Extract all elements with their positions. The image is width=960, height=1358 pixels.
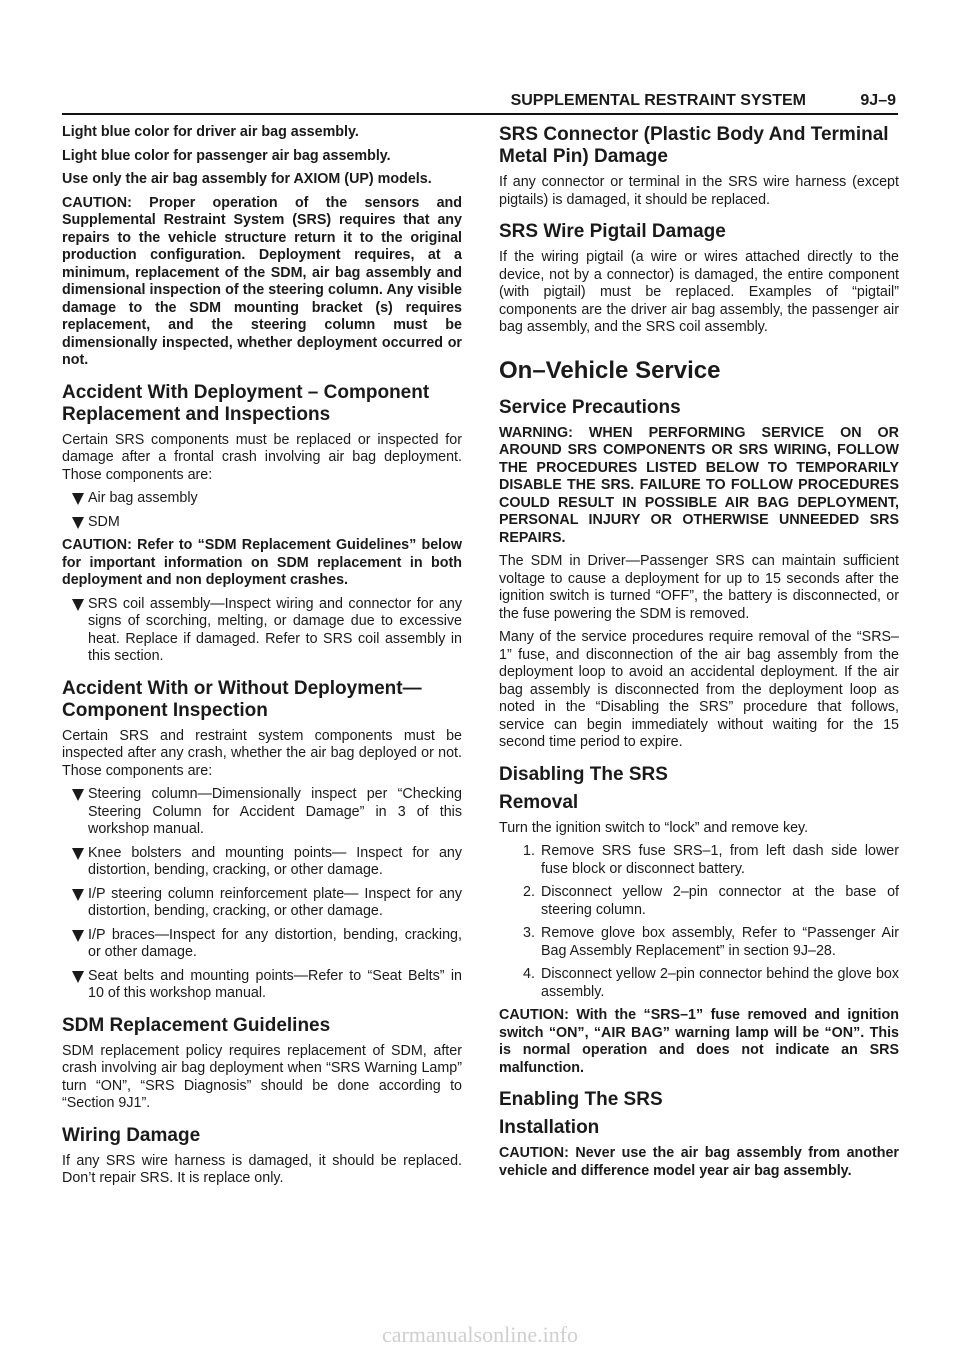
paragraph-sdm-replacement: SDM replacement policy requires replacement of SDM, after crash involving air bag deployment when “SRS Warning Lamp” turn “ON”, “SRS Diagnosis” should be done according to “Section 9J1”. bbox=[62, 1042, 462, 1111]
step-text: Disconnect yellow 2–pin connector at the base of steering column. bbox=[541, 884, 899, 918]
triangle-bullet-icon bbox=[72, 889, 84, 901]
paragraph-pigtail-damage: If the wiring pigtail (a wire or wires attached directly to the device, not by a connector) is damaged, the entire component (with pigtail) must be replaced. Examples of “pigtail” components are the driver air bag assembly, the passenger air bag assembly, and the SRS coil assembly. bbox=[499, 249, 899, 335]
list-item bbox=[499, 843, 899, 878]
heading-service-precautions: Service Precautions bbox=[499, 396, 681, 418]
paragraph-srs-connector: If any connector or terminal in the SRS wire harness (except pigtails) is damaged, it should be replaced. bbox=[499, 174, 899, 208]
bullet-item bbox=[62, 514, 462, 532]
bullet-item bbox=[62, 596, 462, 666]
triangle-bullet-icon bbox=[72, 517, 84, 529]
paragraph-accident-deployment: Certain SRS components must be replaced or inspected for damage after a frontal crash involving air bag deployment. Those components are: bbox=[62, 431, 462, 483]
step-text: Remove SRS fuse SRS–1, from left dash side lower fuse block or disconnect battery. bbox=[541, 843, 899, 877]
bullet-text: SDM bbox=[88, 513, 120, 530]
warning-disable-srs: WARNING: WHEN PERFORMING SERVICE ON OR AROUND SRS COMPONENTS OR SRS WIRING, FOLLOW THE PROCEDURES LISTED BELOW TO TEMPORARILY DISABLE THE SRS. FAILURE TO FOLLOW PROCEDURES COULD RESULT IN POSSIBLE AIR BAG DEPLOYMENT, PERSONAL INJURY OR OTHERWISE UNNEEDED SRS REPAIRS. bbox=[499, 424, 899, 546]
bullet-text: Steering column—Dimensionally inspect per “Checking Steering Column for Accident Damage” in 3 of this workshop manual. bbox=[88, 786, 462, 837]
triangle-bullet-icon bbox=[72, 848, 84, 860]
caution-other-vehicle: CAUTION: Never use the air bag assembly from another vehicle and difference model year air bag assembly. bbox=[499, 1145, 899, 1179]
step-number: 2. bbox=[523, 884, 535, 900]
caution-airbag-lamp: CAUTION: With the “SRS–1” fuse removed and ignition switch “ON”, “AIR BAG” warning lamp will be “ON”. This is normal operation and does not indicate an SRS malfunction. bbox=[499, 1007, 899, 1076]
paragraph-service-procedures: Many of the service procedures require removal of the “SRS–1” fuse, and disconnection of the air bag assembly from the deployment loop to avoid an accidental deployment. If the air bag assembly is disconnected from the deployment loop as noted in the “Disabling the SRS” procedure that follows, service can begin immediately without waiting for the 15 second time period to expire. bbox=[499, 629, 899, 750]
step-number: 3. bbox=[523, 925, 535, 941]
paragraph-wiring-damage: If any SRS wire harness is damaged, it should be replaced. Don’t repair SRS. It is replace only. bbox=[62, 1152, 462, 1186]
page-header bbox=[62, 88, 898, 118]
left-column bbox=[62, 124, 462, 1194]
caution-structure: CAUTION: Proper operation of the sensors and Supplemental Restraint System (SRS) requires that any repairs to the vehicle structure return it to the original production configuration. Deployment requires, at a minimum, replacement of the SDM, air bag assembly and dimensional inspection of the steering column. Any visible damage to the SDM mounting bracket (s) requires replacement, and the steering column must be dimensionally inspected, whether deployment occurred or not. bbox=[62, 194, 462, 368]
bullet-item bbox=[62, 968, 462, 1003]
bullet-item bbox=[62, 490, 462, 508]
heading-wiring-damage: Wiring Damage bbox=[62, 1124, 201, 1146]
intro-line-3: Use only the air bag assembly for AXIOM (UP) models. bbox=[62, 171, 432, 187]
bullet-text: Knee bolsters and mounting points— Inspect for any distortion, bending, cracking, or other damage. bbox=[88, 844, 462, 878]
heading-accident-without: Accident With or Without Deployment—Component Inspection bbox=[62, 677, 422, 721]
heading-srs-connector: SRS Connector (Plastic Body And Terminal Metal Pin) Damage bbox=[499, 124, 889, 167]
list-item bbox=[499, 884, 899, 919]
heading-accident-deployment: Accident With Deployment – Component Replacement and Inspections bbox=[62, 381, 430, 425]
heading-enabling-srs: Enabling The SRS bbox=[499, 1089, 663, 1110]
watermark: carmanualsonline.info bbox=[381, 1322, 579, 1347]
step-number: 4. bbox=[523, 966, 535, 982]
heading-pigtail-damage: SRS Wire Pigtail Damage bbox=[499, 221, 726, 242]
triangle-bullet-icon bbox=[72, 930, 84, 942]
heading-installation: Installation bbox=[499, 1117, 600, 1138]
right-column bbox=[499, 124, 899, 1186]
list-item bbox=[499, 966, 899, 1001]
paragraph-accident-without: Certain SRS and restraint system components must be inspected after any crash, whether the air bag deployed or not. Those components are: bbox=[62, 727, 462, 779]
step-number: 1. bbox=[523, 843, 535, 859]
intro-line-1: Light blue color for driver air bag assembly. bbox=[62, 124, 359, 140]
bullet-item bbox=[62, 845, 462, 880]
page-number: 9J–9 bbox=[860, 92, 896, 109]
bullet-item bbox=[62, 927, 462, 962]
triangle-bullet-icon bbox=[72, 789, 84, 801]
triangle-bullet-icon bbox=[72, 971, 84, 983]
list-item bbox=[499, 925, 899, 960]
bullet-text: I/P steering column reinforcement plate— Inspect for any distortion, bending, cracking, or other damage. bbox=[88, 885, 462, 919]
bullet-item bbox=[62, 886, 462, 921]
heading-on-vehicle-service: On–Vehicle Service bbox=[499, 356, 721, 384]
intro-line-2: Light blue color for passenger air bag assembly. bbox=[62, 147, 391, 164]
triangle-bullet-icon bbox=[72, 493, 84, 505]
bullet-item bbox=[62, 786, 462, 839]
bullet-text: I/P braces—Inspect for any distortion, bending, cracking, or other damage. bbox=[88, 926, 462, 960]
caution-sdm-guidelines: CAUTION: Refer to “SDM Replacement Guidelines” below for important information on SDM replacement in both deployment and non deployment crashes. bbox=[62, 537, 462, 588]
triangle-bullet-icon bbox=[72, 599, 84, 611]
step-text: Remove glove box assembly, Refer to “Passenger Air Bag Assembly Replacement” in section 9J–28. bbox=[541, 925, 899, 959]
removal-steps bbox=[499, 843, 899, 1001]
paragraph-removal: Turn the ignition switch to “lock” and remove key. bbox=[499, 819, 809, 836]
heading-removal: Removal bbox=[499, 791, 579, 813]
heading-sdm-replacement: SDM Replacement Guidelines bbox=[62, 1014, 331, 1036]
bullet-text: SRS coil assembly—Inspect wiring and connector for any signs of scorching, melting, or damage due to excessive heat. Replace if damaged. Refer to SRS coil assembly in this section. bbox=[88, 595, 462, 664]
bullet-text: Air bag assembly bbox=[88, 490, 198, 506]
heading-disabling-srs: Disabling The SRS bbox=[499, 763, 668, 785]
paragraph-sdm-voltage: The SDM in Driver—Passenger SRS can maintain sufficient voltage to cause a deployment for up to 15 seconds after the ignition switch is turned “OFF”, the battery is disconnected, or the fuse powering the SDM is removed. bbox=[499, 553, 899, 622]
step-text: Disconnect yellow 2–pin connector behind the glove box assembly. bbox=[541, 966, 899, 1000]
header-rule bbox=[62, 113, 898, 115]
bullet-text: Seat belts and mounting points—Refer to “Seat Belts” in 10 of this workshop manual. bbox=[88, 967, 462, 1001]
section-title: SUPPLEMENTAL RESTRAINT SYSTEM bbox=[510, 92, 806, 109]
